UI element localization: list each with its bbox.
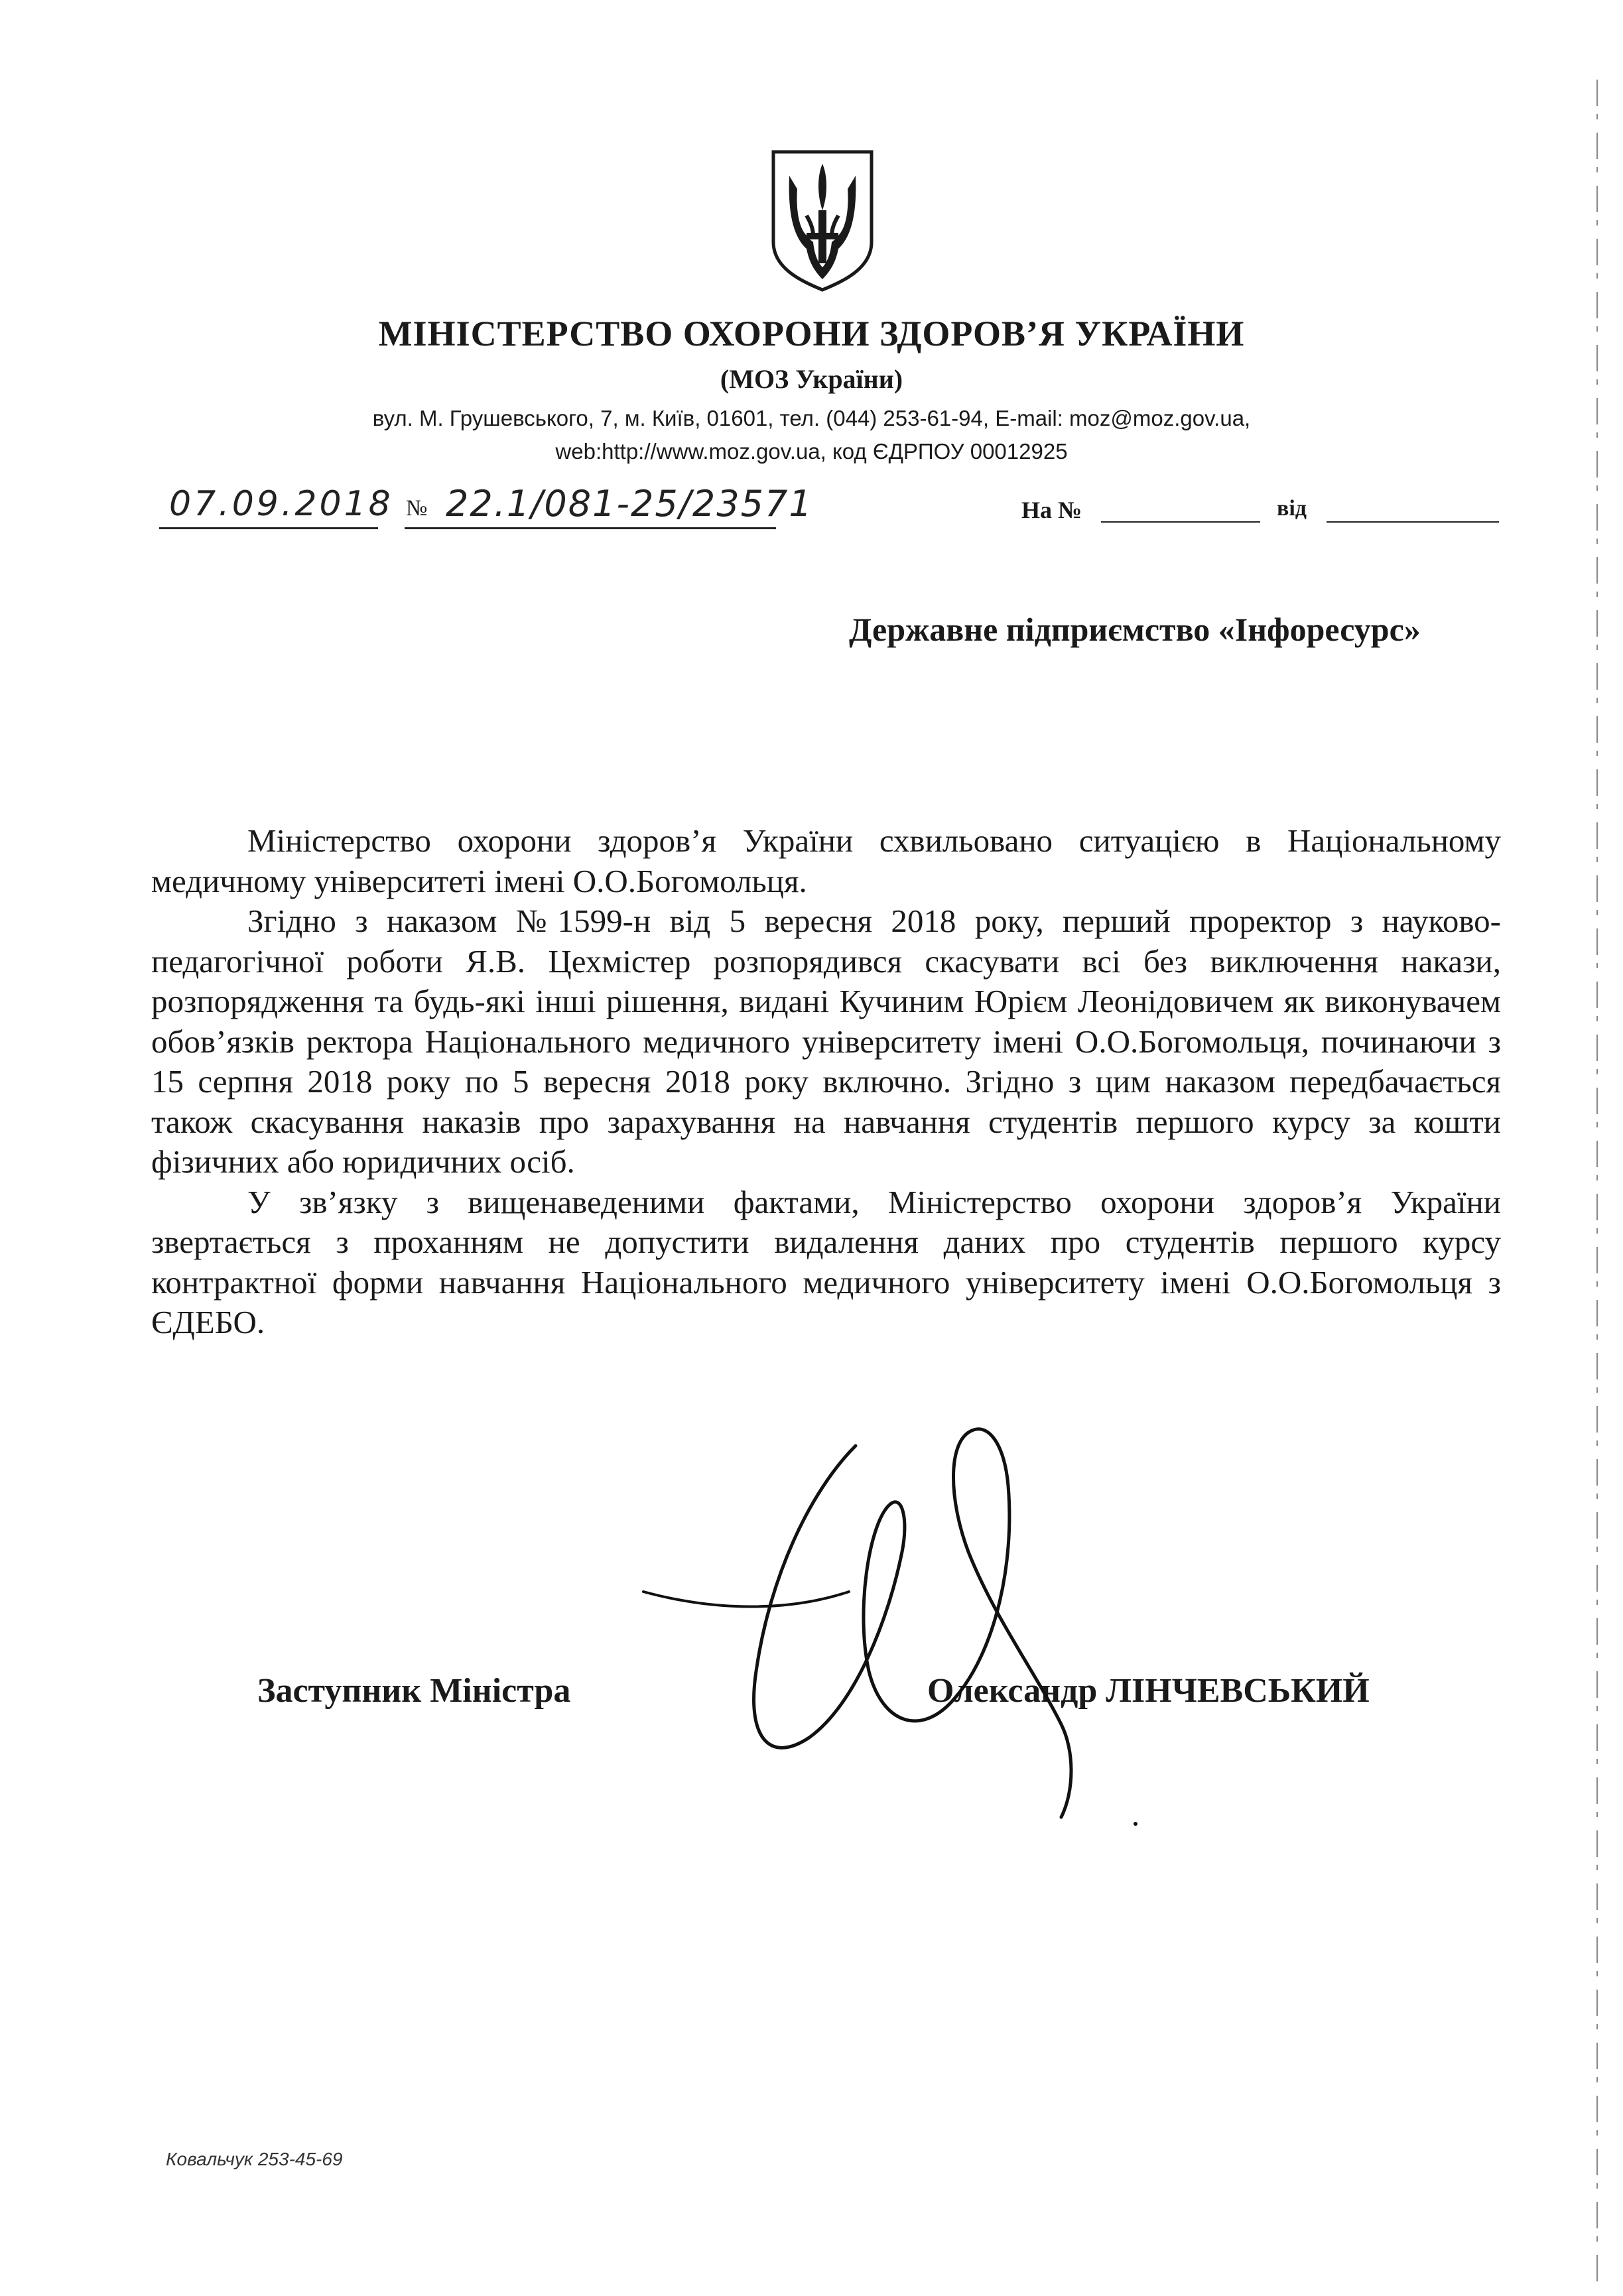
reference-date-label: від	[1277, 496, 1307, 521]
trident-coat-of-arms-icon	[769, 149, 876, 292]
body-paragraph: Міністерство охорони здоров’я України схвильовано ситуацією в Національному медичному університеті імені О.О.Богомольця.	[151, 822, 1501, 899]
recipient: Державне підприємство «Інфоресурс»	[849, 611, 1421, 648]
signatory-title: Заступник Міністра	[257, 1672, 571, 1710]
registration-date-underline	[159, 527, 378, 529]
ministry-abbreviation: (МОЗ України)	[720, 364, 903, 394]
body-paragraph: Згідно з наказом №1599-н від 5 вересня 2018 року, перший проректор з науково-педагогічної роботи Я.В. Цехмістер розпорядився скасувати всі без виключення накази, розпорядження та будь-які інші рішення, видані Кучиним Юрієм Леонідовичем як виконувачем обов’язків ректора Національного медичного університету імені О.О.Богомольця, починаючи з 15 серпня 2018 року по 5 вересня 2018 року включно. Згідно з цим наказом передбачається також скасування наказів про зарахування на навчання студентів першого курсу за кошти фізичних або юридичних осіб.	[151, 903, 1501, 1180]
letter-body	[151, 821, 1501, 1343]
registration-number: 22.1/081-25/23571	[446, 483, 813, 525]
executor-contact: Ковальчук 253-45-69	[166, 2149, 343, 2169]
reference-number-blank	[1101, 521, 1260, 523]
ministry-web-and-code: web:http://www.moz.gov.ua, код ЄДРПОУ 00012925	[555, 439, 1068, 464]
ministry-address: вул. М. Грушевського, 7, м. Київ, 01601, тел. (044) 253-61-94, E-mail: moz@moz.gov.ua,	[372, 406, 1251, 430]
handwritten-signature-icon	[637, 1393, 1234, 1870]
reference-date-blank	[1327, 521, 1499, 523]
registration-number-label: №	[406, 496, 428, 521]
registration-date: 07.09.2018	[169, 484, 393, 524]
signatory-name: Олександр ЛІНЧЕВСЬКИЙ	[927, 1672, 1370, 1710]
scan-edge-shadow	[1595, 80, 1599, 2288]
body-paragraph: У зв’язку з вищенаведеними фактами, Міністерство охорони здоров’я України звертається з проханням не допустити видалення даних про студентів першого курсу контрактної форми навчання Національного медичного університету імені О.О.Богомольця з ЄДЕБО.	[151, 1183, 1501, 1340]
registration-number-underline	[405, 527, 776, 529]
reference-number-label: На №	[1021, 497, 1082, 523]
ministry-name: МІНІСТЕРСТВО ОХОРОНИ ЗДОРОВ’Я УКРАЇНИ	[378, 314, 1245, 353]
